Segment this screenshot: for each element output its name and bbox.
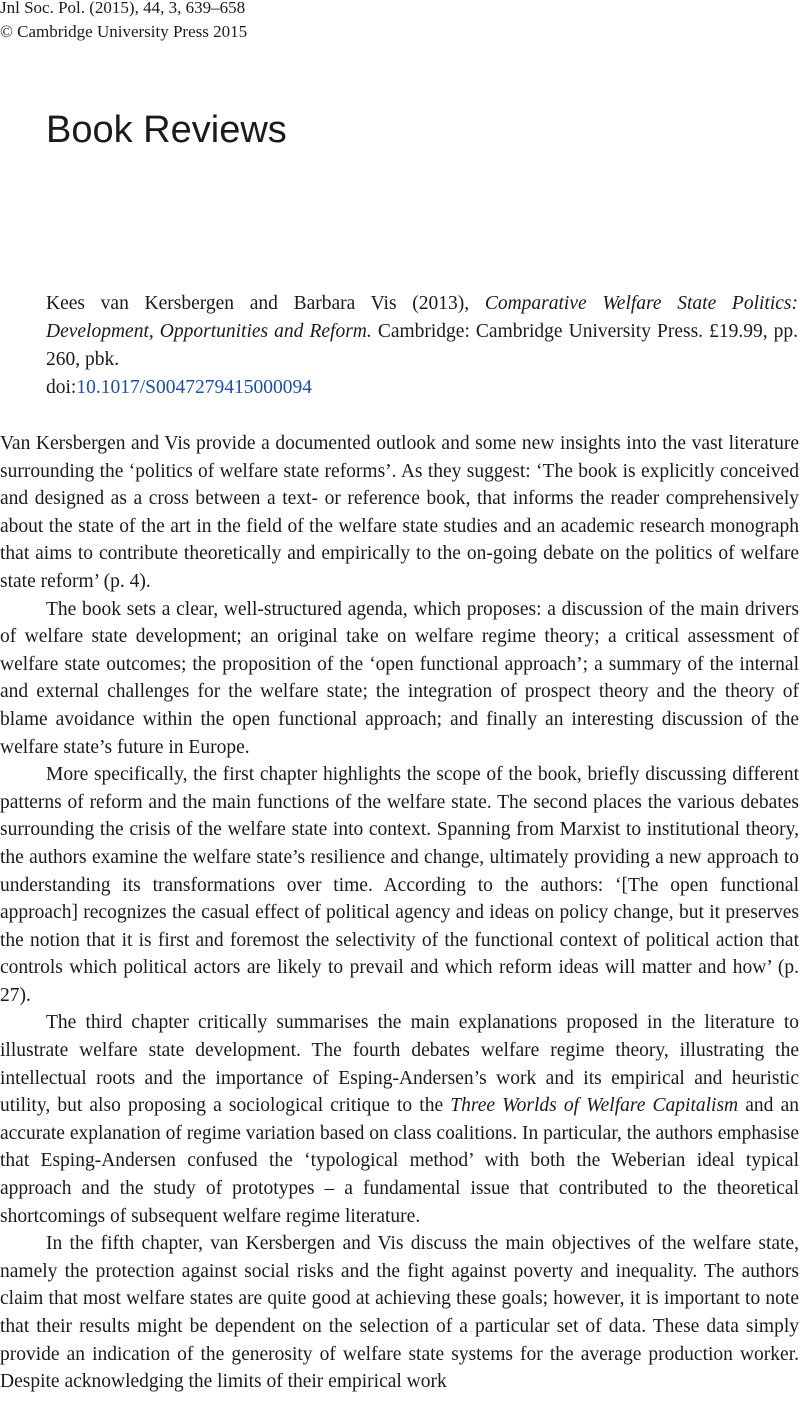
book-doi: [46, 374, 798, 402]
book-publisher-details: Cambridge: Cambridge University Press. £19.99, pp. 260, pbk.: [46, 321, 798, 370]
book-citation-text: [46, 290, 798, 374]
review-paragraph-4-part-b: and an accurate explanation of regime variation based on class coalitions. In particular, the authors emphasise that Esping-Andersen confused the ‘typological method’ with both the Weberian ideal typical approach and the study of prototypes – a fundamental issue that contributed to the theoretical shortcomings of subsequent welfare regime literature.: [0, 1095, 799, 1227]
review-paragraph-3: More specifically, the first chapter highlights the scope of the book, briefly discussing different patterns of reform and the main functions of the welfare state. The second places the various debates surrounding the crisis of the welfare state into context. Spanning from Marxist to institutional theory, the authors examine the welfare state’s resilience and change, ultimately providing a new approach to understanding its transformations over time. According to the authors: ‘[The open functional approach] recognizes the casual effect of political agency and ideas on policy change, but it preserves the notion that it is first and foremost the selectivity of the functional context of political action that controls which political actors are likely to prevail and which reform ideas will matter and how’ (p. 27).: [0, 764, 799, 1006]
section-title: Book Reviews: [46, 109, 287, 151]
journal-citation: Jnl Soc. Pol. (2015), 44, 3, 639–658: [0, 0, 246, 17]
copyright-notice: © Cambridge University Press 2015: [0, 22, 248, 41]
review-paragraph-4: [0, 1009, 799, 1230]
review-body: [0, 430, 799, 1396]
review-paragraph-1: Van Kersbergen and Vis provide a documented outlook and some new insights into the vast literature surrounding the ‘politics of welfare state reforms’. As they suggest: ‘The book is explicitly conceived and designed as a cross between a text- or reference book, that informs the reader comprehensively about the state of the art in the field of the welfare state studies and an academic research monograph that aims to contribute theoretically and empirically to the on-going debate on the politics of welfare state reform’ (p. 4).: [0, 433, 799, 592]
book-authors-year: Kees van Kersbergen and Barbara Vis (2013),: [46, 293, 470, 314]
doi-link[interactable]: 10.1017/S0047279415000094: [76, 377, 312, 398]
review-paragraph-4-part-a: The third chapter critically summarises the main explanations proposed in the literature to illustrate welfare state development. The fourth debates welfare regime theory, illustrating the intellectual roots and the importance of Esping-Andersen’s work and its empirical and heuristic utility, but also proposing a sociological critique to the: [0, 1012, 799, 1117]
review-paragraph-5: In the fifth chapter, van Kersbergen and Vis discuss the main objectives of the welfare state, namely the protection against social risks and the fight against poverty and inequality. The authors claim that most welfare states are quite good at achieving these goals; however, it is important to note that their results might be dependent on the selection of a particular set of data. These data simply provide an indication of the generosity of welfare state systems for the average production worker. Despite acknowledging the limits of their empirical work: [0, 1233, 799, 1393]
book-title: Comparative Welfare State Politics: Development, Opportunities and Reform.: [46, 293, 799, 342]
cited-book-title: Three Worlds of Welfare Capitalism: [450, 1095, 739, 1117]
book-citation: [46, 290, 798, 402]
review-paragraph-2: The book sets a clear, well-structured agenda, which proposes: a discussion of the main drivers of welfare state development; an original take on welfare regime theory; a critical assessment of welfare state outcomes; the proposition of the ‘open functional approach’; a summary of the internal and external challenges for the welfare state; the integration of prospect theory and the theory of blame avoidance within the open functional approach; and finally an interesting discussion of the welfare state’s future in Europe.: [0, 598, 799, 758]
doi-label: doi:: [46, 377, 77, 398]
